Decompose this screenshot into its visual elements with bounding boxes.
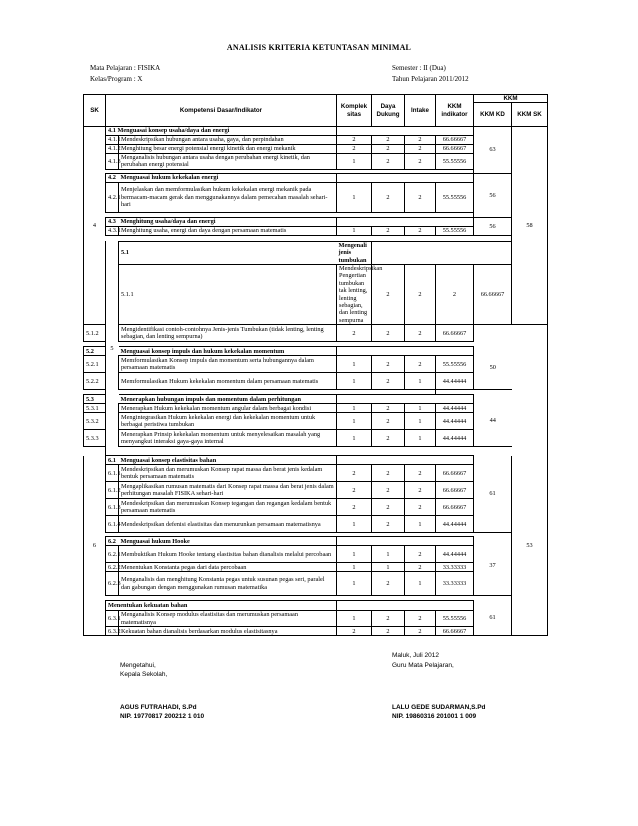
daya-dukung-value: 2 (372, 516, 405, 533)
indikator-text: Menganalisis dan menghitung Konstanta pegas untuk susunan pegas seri, paralel dan gabungan dengan menggunakan rumusan matematika (119, 572, 337, 596)
table-row (84, 395, 548, 404)
indikator-text: Menjelaskan dan memformulasikan hukum kekekalan energi mekanik pada bermacam-macam gerak dan menggunakannya dalam pemecahan masalah sehari-hari (119, 182, 337, 212)
indikator-number: 4.3.1 (106, 226, 119, 235)
indikator-text: Menganalisis Konsep modulus elastisitas dan merumuskan persamaan matematisnya (119, 611, 337, 627)
kkm-table (83, 94, 548, 636)
kompleksitas-value: 2 (337, 627, 372, 636)
sk-number: 5 (106, 241, 119, 455)
document-title: ANALISIS KRITERIA KETUNTASAN MINIMAL (226, 43, 412, 52)
header-daya-dukung: Daya Dukung (372, 95, 405, 127)
kd-title: Menghitung usaha/daya dan energi (119, 217, 337, 226)
indikator-text: Mendeskripsikan hubungan antara usaha, gaya, dan perpindahan (119, 135, 337, 144)
daya-dukung-value: 2 (372, 144, 405, 153)
kkm-indikator-value: 33.33333 (436, 572, 474, 596)
table-row (84, 217, 548, 226)
kompleksitas-value: 1 (337, 356, 372, 373)
daya-dukung-value: 2 (372, 182, 405, 212)
intake-value: 2 (405, 356, 436, 373)
kd-title-spacer (372, 241, 512, 264)
spacer-row (84, 447, 436, 456)
table-row (84, 601, 548, 611)
daya-dukung-value: 2 (372, 356, 405, 373)
kd-title: Menentukan kekuatan bahan (106, 601, 337, 611)
indikator-number: 6.2.1 (106, 546, 119, 563)
header-kkm-sk: KKM SK (512, 103, 548, 127)
kkm-indikator-value: 44.44444 (436, 546, 474, 563)
intake-value: 2 (405, 135, 436, 144)
indikator-number: 4.1.1 (106, 135, 119, 144)
kd-number: 5.2 (84, 347, 106, 356)
kompleksitas-value: 2 (337, 144, 372, 153)
intake-value: 2 (436, 265, 474, 325)
table-row (84, 241, 548, 264)
kkm-kd-value: 44 (474, 395, 512, 447)
kkm-table-body (84, 95, 548, 636)
indikator-number: 5.3.2 (84, 413, 106, 430)
daya-dukung-value: 2 (372, 611, 405, 627)
daya-dukung-value: 2 (372, 325, 405, 342)
indikator-text: Menerapkan Hukum kekekalan momentum angular dalam berbagai kondisi (119, 404, 337, 413)
intake-value: 2 (405, 482, 436, 499)
intake-value: 2 (405, 182, 436, 212)
kkm-indikator-value: 66.66667 (436, 135, 474, 144)
kkm-indikator-value: 66.66667 (436, 325, 474, 342)
daya-dukung-value: 2 (372, 153, 405, 169)
kd-title-spacer (337, 173, 474, 182)
sk-number: 6 (84, 456, 106, 636)
indikator-text: Kekuatan bahan dianalisis berdasarkan modulus elastisitasnya (119, 627, 337, 636)
kkm-kd-value: 61 (474, 456, 512, 533)
header-sk: SK (84, 95, 106, 127)
kd-title: Menguasai hukum Hooke (119, 537, 337, 546)
indikator-number: 5.2.2 (84, 373, 106, 390)
kkm-indikator-value: 44.44444 (436, 404, 474, 413)
kd-number: 6.2 (106, 537, 119, 546)
indikator-text: Memformulasikan Hukum kekekalan momentum dalam persamaan matematis (119, 373, 337, 390)
indikator-number: 6.3.2 (106, 627, 119, 636)
kkm-indikator-value: 66.66667 (436, 144, 474, 153)
intake-value: 2 (405, 627, 436, 636)
kkm-kd-value: 56 (474, 217, 512, 235)
indikator-number: 6.3.1 (106, 611, 119, 627)
kkm-indikator-value: 66.66667 (436, 482, 474, 499)
kkm-indikator-value: 66.66667 (436, 499, 474, 516)
indikator-text: Mengaplikasikan rumusan matematis dari Konsep rapat massa dan berat jenis dalam perhitungan masalah FISIKA sehari-hari (119, 482, 337, 499)
indikator-text: Membuktikan Hukum Hooke tentang elastisitas bahan dianalisis melalui percobaan (119, 546, 337, 563)
intake-value: 2 (405, 611, 436, 627)
place-date: Maluk, Juli 2012 (392, 652, 439, 659)
kd-title-spacer (337, 347, 474, 356)
kd-title: Menerapkan hubungan impuls dan momentum dalam perhitungan (119, 395, 337, 404)
kkm-kd-value: 50 (474, 347, 512, 390)
table-row (84, 325, 548, 342)
kkm-kd-value: 37 (474, 537, 512, 596)
kompleksitas-value: 1 (337, 546, 372, 563)
intake-value: 2 (405, 465, 436, 482)
daya-dukung-value: 2 (372, 404, 405, 413)
kd-title: Menguasai konsep impuls dan hukum kekekalan momentum (119, 347, 337, 356)
kompleksitas-value: 1 (337, 563, 372, 572)
kkm-indikator-value: 55.55556 (436, 226, 474, 235)
kkm-indikator-value: 55.55556 (436, 153, 474, 169)
daya-dukung-value: 2 (372, 499, 405, 516)
indikator-number: 6.2.3 (106, 572, 119, 596)
daya-dukung-value: 1 (372, 546, 405, 563)
kd-title-spacer (337, 127, 474, 135)
kompleksitas-value: 1 (337, 182, 372, 212)
intake-value: 2 (405, 153, 436, 169)
kd-title-spacer (337, 456, 474, 465)
indikator-number: 5.1.1 (119, 265, 337, 325)
teacher-nip: NIP. 19860316 201001 1 009 (392, 712, 477, 720)
intake-value: 2 (405, 563, 436, 572)
kkm-indikator-value: 44.44444 (436, 430, 474, 447)
kkm-indikator-value: 33.33333 (436, 563, 474, 572)
table-row (84, 173, 548, 182)
kompleksitas-value: 1 (337, 153, 372, 169)
indikator-number: 5.3.3 (84, 430, 106, 447)
kompleksitas-value: 2 (372, 265, 405, 325)
indikator-text: Mendeskripsikan Pengertian tumbukan tak lenting, lenting sebagian, dan lenting sempurna (337, 265, 372, 325)
indikator-number: 5.1.2 (84, 325, 106, 342)
intake-value: 1 (405, 430, 436, 447)
kd-title-spacer (337, 217, 474, 226)
kd-title: Mengenali jenis tumbukan (337, 241, 372, 264)
kompleksitas-value: 2 (337, 325, 372, 342)
kkm-indikator-value: 66.66667 (436, 627, 474, 636)
daya-dukung-value: 2 (372, 627, 405, 636)
indikator-number: 4.1.2 (106, 144, 119, 153)
kkm-indikator-value: 44.44444 (436, 516, 474, 533)
daya-dukung-value: 2 (372, 135, 405, 144)
indikator-text: Menghitung besar energi potensial energi kinetik dan energi mekanik (119, 144, 337, 153)
kkm-indikator-value: 55.55556 (436, 356, 474, 373)
kd-number: 6.1 (106, 456, 119, 465)
indikator-text: Menghitung usaha, energi dan daya dengan persamaan matematis (119, 226, 337, 235)
kkm-kd-value: 56 (474, 173, 512, 217)
daya-dukung-value: 1 (372, 563, 405, 572)
header-kompetensi: Kompetensi Dasar/Indikator (106, 95, 337, 127)
indikator-text: Mendeskripsikan dan merumuskan Konsep tegangan dan regangan kedalam bentuk persamaan matematis (119, 499, 337, 516)
daya-dukung-value: 2 (372, 373, 405, 390)
kkm-kd-value: 61 (474, 601, 512, 636)
daya-dukung-value: 2 (372, 430, 405, 447)
indikator-text: Mendeskripsikan defenisi elastisitas dan menurunkan persamaan matematisnya (119, 516, 337, 533)
indikator-number: 6.2.2 (106, 563, 119, 572)
kd-title: 4.1 Menguasai konsep usaha/daya dan energi (106, 127, 337, 135)
kompleksitas-value: 1 (337, 516, 372, 533)
kompleksitas-value: 2 (337, 465, 372, 482)
kd-title: Menguasai hukum kekekalan energi (119, 173, 337, 182)
kompleksitas-value: 1 (337, 430, 372, 447)
semester-label: Semester : II (Dua) (392, 64, 446, 72)
kompleksitas-value: 2 (337, 135, 372, 144)
signature-right-line1: Guru Mata Pelajaran, (392, 662, 454, 669)
kompleksitas-value: 1 (337, 572, 372, 596)
indikator-text: Mengintegrasikan Hukum kekekalan energi dan kekekalan momentum untuk berbagai peristiwa tumbukan (119, 413, 337, 430)
intake-value: 2 (405, 226, 436, 235)
indikator-text: Menganalisis hubungan antara usaha dengan perubahan energi kinetik, dan perubahan energi potensial (119, 153, 337, 169)
principal-nip: NIP. 19770817 200212 1 010 (120, 712, 205, 720)
header-kompleksitas: Komplek sitas (337, 95, 372, 127)
indikator-number: 6.1.2 (106, 482, 119, 499)
kkm-indikator-value: 66.66667 (436, 465, 474, 482)
signature-left-line1: Mengetahui, (120, 662, 156, 669)
kd-title-spacer (337, 395, 474, 404)
kkm-kd-value: 63 (474, 127, 512, 173)
table-row (84, 537, 548, 546)
indikator-number: 5.2.1 (84, 356, 106, 373)
indikator-number: 6.1.4 (106, 516, 119, 533)
kompleksitas-value: 1 (337, 611, 372, 627)
table-row (84, 447, 548, 456)
intake-value: 2 (405, 144, 436, 153)
signature-left-line2: Kepala Sekolah, (120, 670, 168, 678)
intake-value: 1 (405, 572, 436, 596)
daya-dukung-value: 2 (372, 413, 405, 430)
indikator-number: 4.2.1 (106, 182, 119, 212)
kkm-sk-value: 58 (512, 127, 548, 325)
signature-left (120, 662, 167, 679)
intake-value: 1 (405, 413, 436, 430)
indikator-number: 6.1.1 (106, 465, 119, 482)
header-kkm: KKM (474, 95, 548, 103)
kd-number: 5.3 (84, 395, 106, 404)
kkm-indikator-value: 44.44444 (436, 413, 474, 430)
daya-dukung-value: 2 (405, 265, 436, 325)
sk-number: 4 (84, 127, 106, 325)
indikator-text: Mengidentifikasi contoh-contohnya Jenis-jenis Tumbukan (tidak lenting, lenting sebagian, dan lenting sempurna) (119, 325, 337, 342)
teacher-name: LALU GEDE SUDARMAN,S.Pd (392, 704, 486, 711)
kd-number: 4.3 (106, 217, 119, 226)
kompleksitas-value: 1 (337, 413, 372, 430)
kompleksitas-value: 1 (337, 373, 372, 390)
daya-dukung-value: 2 (372, 226, 405, 235)
class-label: Kelas/Program : X (90, 75, 143, 83)
kd-title: Menguasai konsep elastisitas bahan (119, 456, 337, 465)
kompleksitas-value: 1 (337, 404, 372, 413)
header-intake: Intake (405, 95, 436, 127)
teacher-signature (392, 704, 486, 721)
table-row (84, 127, 548, 135)
indikator-text: Menerapkan Prinsip kekekalan momentum untuk menyelesaikan masalah yang menyangkut interaksi gaya-gaya internal (119, 430, 337, 447)
indikator-text: Memformulasikan Konsep impuls dan momentum serta hubungannya dalam persamaan matematis (119, 356, 337, 373)
kkm-indikator-value: 44.44444 (436, 373, 474, 390)
indikator-number: 5.3.1 (84, 404, 106, 413)
intake-value: 1 (405, 404, 436, 413)
school-year-label: Tahun Pelajaran 2011/2012 (392, 75, 469, 83)
kd-title-spacer (337, 537, 474, 546)
table-row (84, 347, 548, 356)
header-kkm-indikator: KKM indikator (436, 95, 474, 127)
kompleksitas-value: 2 (337, 482, 372, 499)
kd-number: 5.1 (119, 241, 337, 264)
kkm-sk-value: 53 (512, 456, 548, 636)
header-kkm-kd: KKM KD (474, 103, 512, 127)
table-row (84, 265, 548, 325)
kd-number: 4.2 (106, 173, 119, 182)
intake-value: 1 (405, 373, 436, 390)
daya-dukung-value: 2 (372, 572, 405, 596)
subject-label: Mata Pelajaran : FISIKA (90, 64, 161, 72)
principal-signature (120, 704, 204, 721)
kkm-indikator-value: 55.55556 (436, 611, 474, 627)
kkm-indikator-value: 66.66667 (474, 265, 512, 325)
indikator-text: Mendeskripsikan dan merumuskan Konsep rapat massa dan berat jenis kedalam bentuk persamaan matematis (119, 465, 337, 482)
indikator-number: 4.1.3 (106, 153, 119, 169)
principal-name: AGUS FUTRAHADI, S.Pd (120, 704, 197, 711)
kompleksitas-value: 2 (337, 499, 372, 516)
indikator-text: Menentukan Konstanta pegas dari data percobaan (119, 563, 337, 572)
kd-title-spacer (337, 601, 474, 611)
intake-value: 2 (405, 499, 436, 516)
signature-right (392, 662, 454, 671)
kompleksitas-value: 1 (337, 226, 372, 235)
intake-value: 2 (405, 546, 436, 563)
indikator-number: 6.1.3 (106, 499, 119, 516)
table-row (84, 456, 548, 465)
intake-value: 1 (405, 516, 436, 533)
daya-dukung-value: 2 (372, 465, 405, 482)
daya-dukung-value: 2 (372, 482, 405, 499)
kkm-indikator-value: 55.55556 (436, 182, 474, 212)
intake-value: 2 (405, 325, 436, 342)
